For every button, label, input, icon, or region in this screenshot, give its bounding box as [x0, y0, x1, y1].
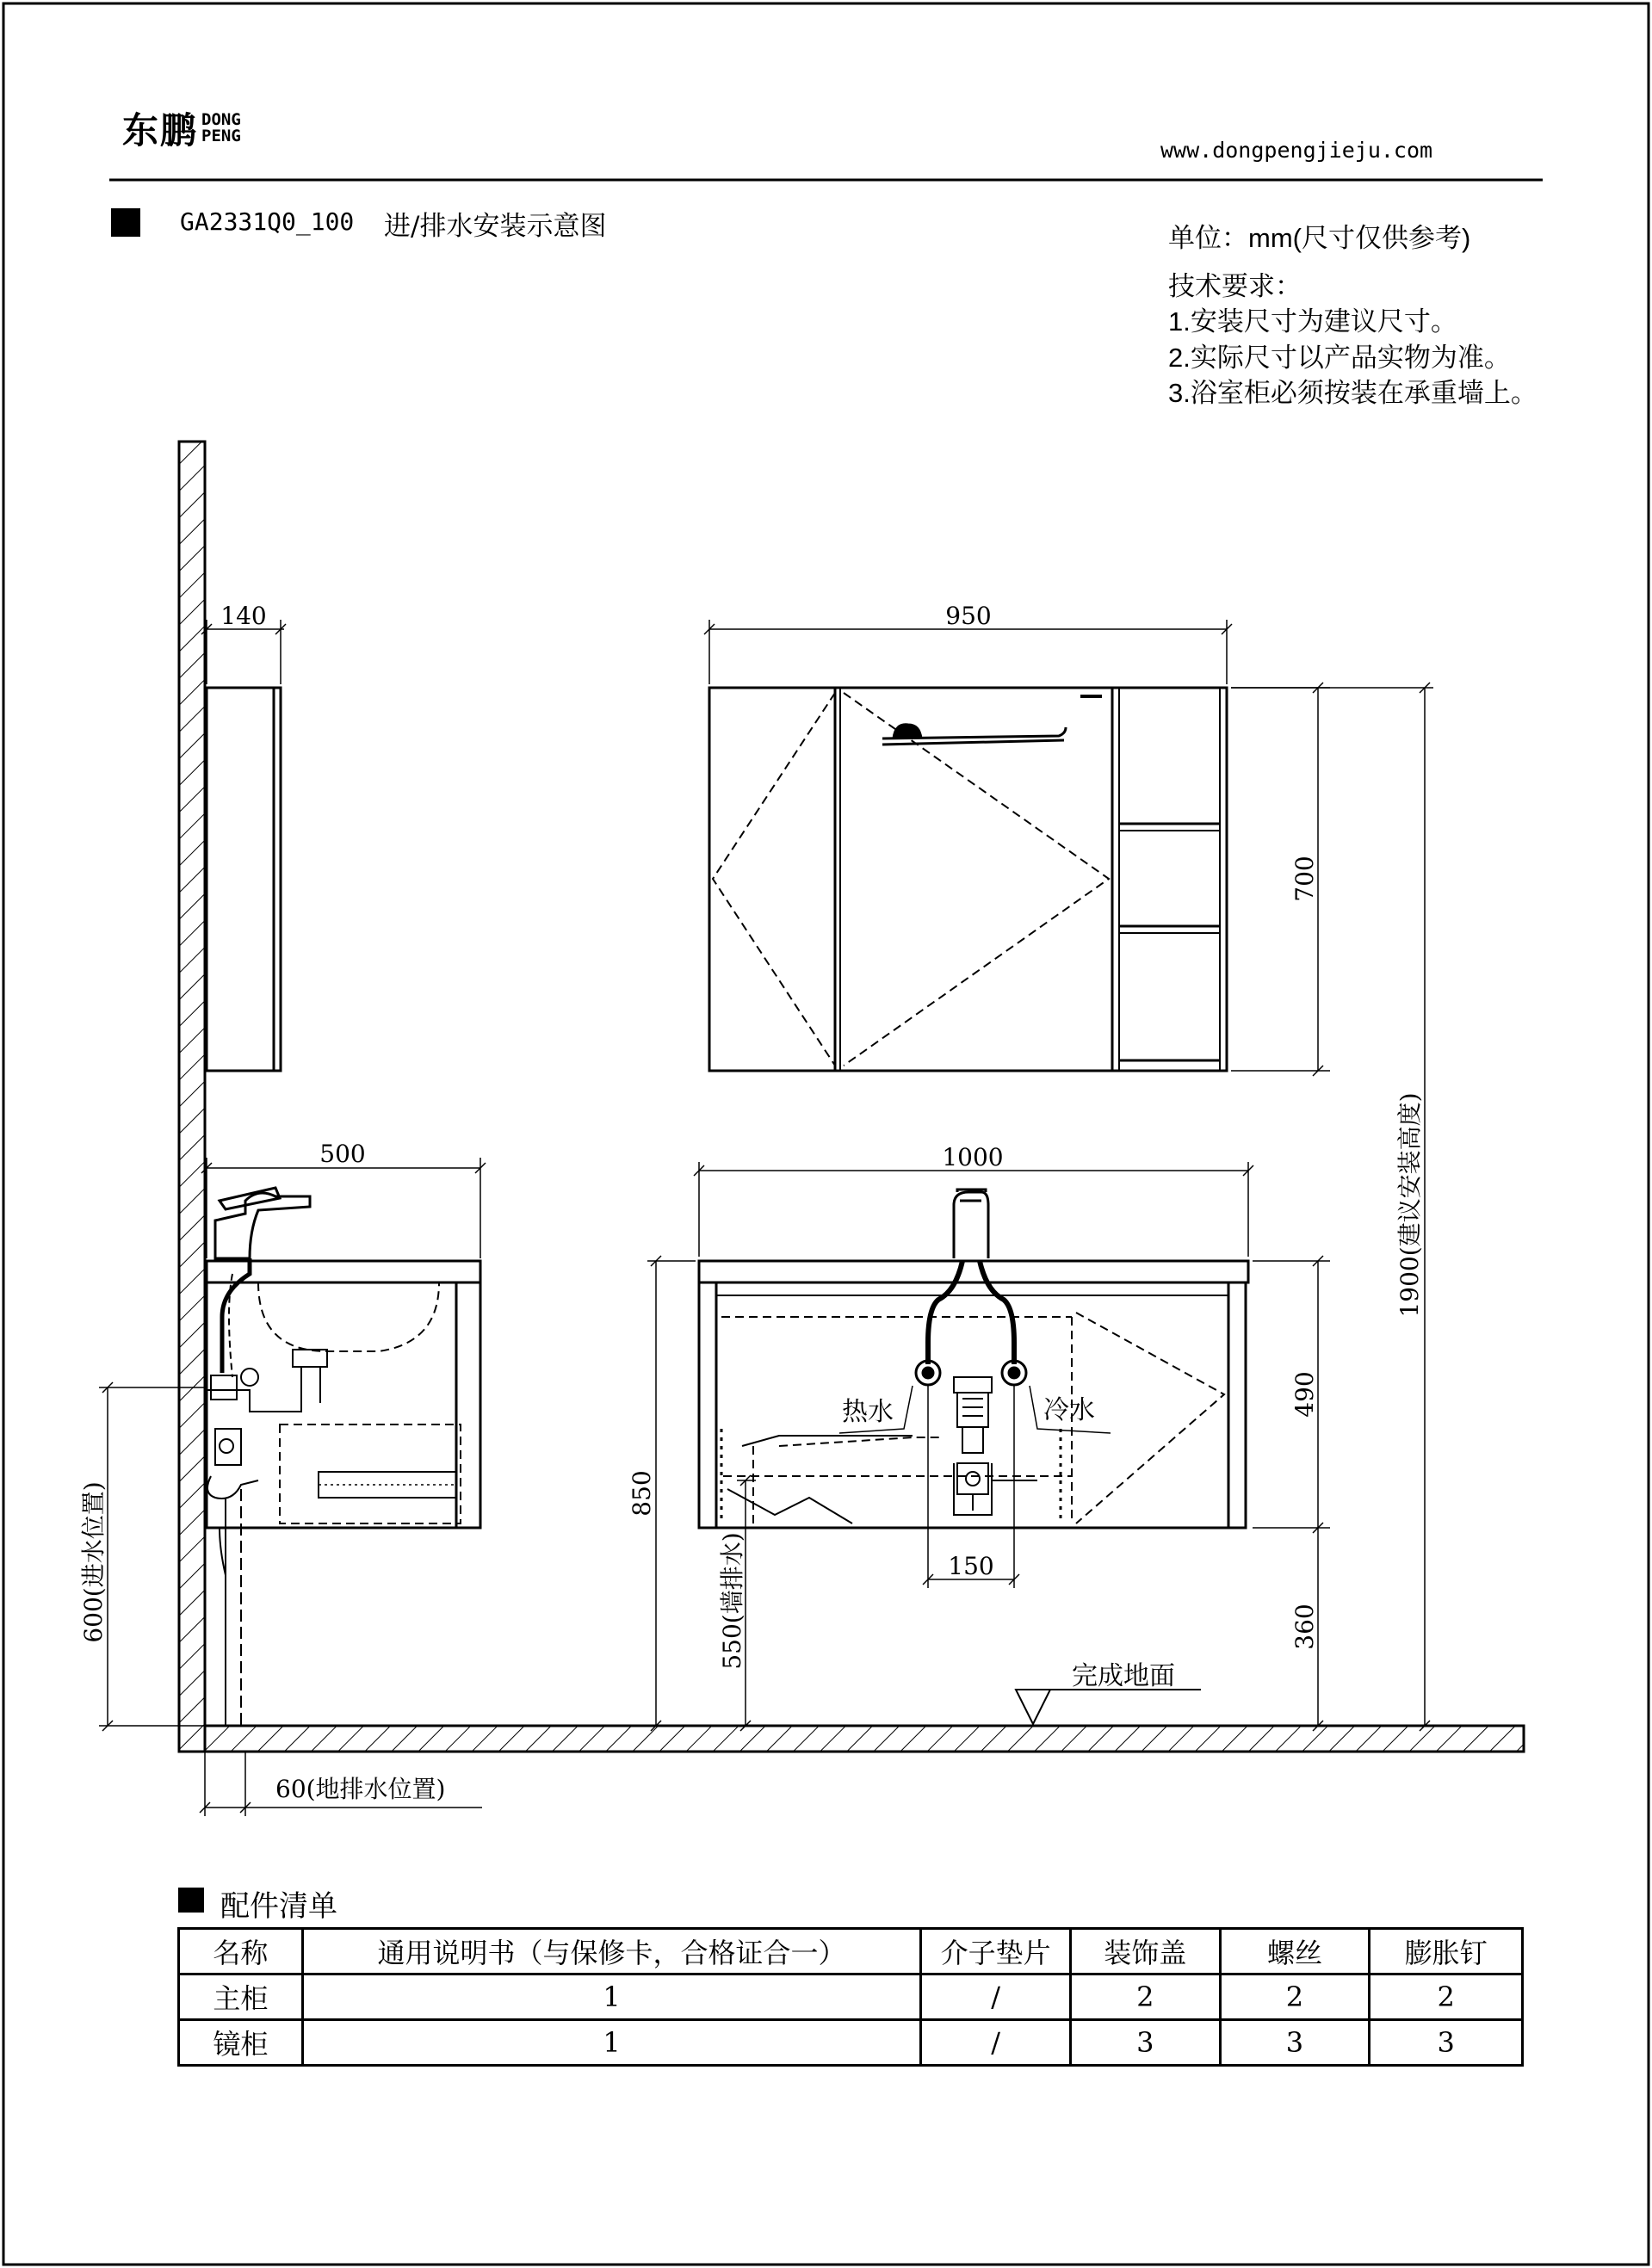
tech-heading: 技术要求：	[1168, 271, 1302, 301]
dim-floor-gap-label: 360	[1290, 1604, 1319, 1650]
table-cell: 1	[302, 1974, 921, 2020]
tech-item-1: 1.安装尺寸为建议尺寸。	[1168, 306, 1457, 337]
table-header-cell: 通用说明书（与保修卡，合格证合一）	[302, 1929, 921, 1974]
finished-floor-label: 完成地面	[1072, 1661, 1175, 1691]
table-header-row	[179, 1929, 1523, 1974]
brand-logo-cn: 东鹏	[122, 109, 199, 151]
table-header-cell: 螺丝	[1220, 1929, 1370, 1974]
dim-drain-spacing-label: 150	[948, 1552, 994, 1580]
table-header-cell: 名称	[179, 1929, 303, 1974]
dim-cabinet-depth-label: 500	[319, 1140, 366, 1168]
title-bullet	[111, 208, 140, 237]
base-cabinet-inner	[721, 1313, 1224, 1523]
table-cell: 3	[1220, 2020, 1370, 2066]
dim-floor-drain-label: 60(地排水位置)	[275, 1775, 446, 1803]
table-cell: 3	[1370, 2020, 1523, 2066]
brand-logo	[122, 107, 241, 150]
tech-item-2: 2.实际尺寸以产品实物为准。	[1168, 343, 1511, 373]
floor-hatch	[205, 1726, 1524, 1752]
dim-inlet-position-label: 600(进水位置)	[79, 1481, 108, 1643]
mirror-cabinet-side	[207, 688, 281, 1071]
base-cabinet-front	[699, 1261, 1248, 1528]
dim-cabinet-height-label: 490	[1290, 1371, 1319, 1418]
table-cell: 主柜	[179, 1974, 303, 2020]
table-row	[179, 1974, 1523, 2020]
table-cell: 2	[1370, 1974, 1523, 2020]
sink-bowl-side	[258, 1282, 439, 1351]
faucet-front	[954, 1190, 988, 1258]
table-cell: 2	[1070, 1974, 1220, 2020]
mirror-light-bar	[882, 695, 1102, 745]
table-cell: /	[921, 1974, 1071, 2020]
mirror-cabinet-front	[709, 688, 1227, 1071]
website-url: www.dongpengjieju.com	[1160, 138, 1433, 163]
dim-install-height-label: 1900(建议安装高度)	[1395, 1092, 1424, 1318]
dim-mirror-width-label: 950	[945, 602, 992, 630]
supply-hoses	[928, 1261, 1014, 1364]
table-header-cell: 装饰盖	[1070, 1929, 1220, 1974]
dim-cabinet-width-label: 1000	[942, 1143, 1004, 1171]
unit-note: 单位：mm(尺寸仅供参考)	[1168, 223, 1471, 253]
plumbing-side	[205, 1258, 327, 1726]
table-cell: 2	[1220, 1974, 1370, 2020]
parts-heading: 配件清单	[220, 1889, 337, 1924]
angle-valves	[916, 1361, 1026, 1385]
table-cell: /	[921, 2020, 1071, 2066]
brand-logo-en-top: DONG	[201, 110, 241, 129]
table-cell: 1	[302, 2020, 921, 2066]
table-cell: 3	[1070, 2020, 1220, 2066]
parts-table	[177, 1927, 1524, 2067]
drain-trap-front	[954, 1377, 1037, 1515]
dim-cabinet-width	[694, 1162, 1253, 1257]
base-cabinet-side	[207, 1261, 480, 1528]
dim-cabinet-height	[1253, 1256, 1330, 1731]
dim-wall-drain-label: 550(墙排水)	[718, 1532, 746, 1670]
finished-floor-marker	[1016, 1690, 1201, 1724]
brand-logo-en-bottom: PENG	[201, 127, 241, 145]
tech-item-3: 3.浴室柜必须按装在承重墙上。	[1168, 378, 1538, 408]
hot-water-label: 热水	[842, 1397, 894, 1427]
parts-bullet	[178, 1888, 204, 1913]
table-row	[179, 2020, 1523, 2066]
mirror-door-swing	[713, 693, 1109, 1066]
table-header-cell: 膨胀钉	[1370, 1929, 1523, 1974]
faucet-side	[215, 1188, 310, 1258]
dim-counter-height-label: 850	[628, 1470, 656, 1517]
drawer-label-flap	[742, 1436, 913, 1446]
drawer-side	[280, 1424, 461, 1523]
dim-mirror-depth-label: 140	[220, 602, 267, 630]
table-cell: 镜柜	[179, 2020, 303, 2066]
table-header-cell: 介子垫片	[921, 1929, 1071, 1974]
drawing-title: 进/排水安装示意图	[384, 211, 607, 242]
dim-mirror-height-label: 700	[1290, 856, 1319, 902]
drawing-model: GA2331Q0_100	[180, 207, 355, 236]
cold-water-label: 冷水	[1043, 1395, 1095, 1425]
wall-hatch	[179, 442, 205, 1752]
